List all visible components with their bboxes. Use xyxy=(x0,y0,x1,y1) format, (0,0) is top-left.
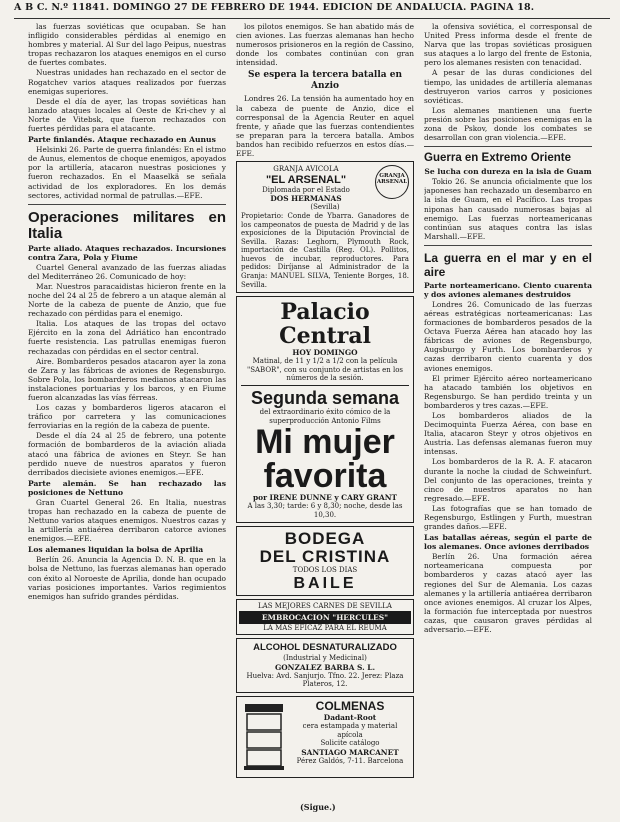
ad-bodega-name2: DEL CRISTINA xyxy=(259,547,391,567)
article-paragraph: Desde el día 24 al 25 de febrero, una potente formación de bombarderos de la aviación aliada atacó una fábrica de aviones en Steyr. Se han perdido nueve de nuestros aparatos y fueron derribados diecisiete aviones enemigos.—EFE. xyxy=(28,431,226,477)
article-paragraph: Las fotografías que se han tomado de Regensburgo, Estlingen y Furth, muestran grandes daños.—EFE. xyxy=(424,503,592,532)
beehive-icon xyxy=(241,702,287,772)
headline-italy: Operaciones militares en Italia xyxy=(28,208,226,242)
ad-bodega xyxy=(236,526,414,596)
article-paragraph: Tokio 26. Se anuncia oficialmente que los japoneses han rechazado un desembarco en la isla de Guam, en el Pacífico. Las tropas niponas han causado numerosas bajas al enemigo. Las fuerzas norteamericanas continúan sus ataques contra las islas Marshall.—EFE. xyxy=(424,177,592,241)
ad-alcohol-company: GONZALEZ BARBA S. L. xyxy=(274,662,376,672)
ad-colmenas-line2: Solicite catálogo xyxy=(320,739,380,748)
ad-hercules-name: EMBROCACION "HERCULES" xyxy=(239,611,411,624)
ad-colmenas xyxy=(236,696,414,778)
ad-alcohol-sub: (Industrial y Medicinal) xyxy=(283,654,367,663)
ad-hercules-top: LAS MEJORES CARNES DE SEVILLA xyxy=(258,602,392,610)
ad-alcohol-address: Huelva: Avd. Sanjurjo. Tfno. 22. Jerez: Plaza Plateros, 12. xyxy=(246,671,404,689)
ad-arsenal-line1: Diplomada por el Estado xyxy=(262,185,350,194)
article-paragraph: Nuestras unidades han rechazado en el sector de Rogatchev varios ataques realizados por fuerzas enemigas superiores. xyxy=(28,68,226,96)
column-2 xyxy=(236,22,414,812)
ad-palacio-name: Palacio Central xyxy=(279,299,371,350)
article-paragraph: las fuerzas soviéticas que ocupaban. Se han infligido considerables pérdidas al enemigo en hombres y material. Al Sur del lago Peipus, nuestras tropas rechazaron los ataques enemigos en el curso de fuertes combates. xyxy=(28,22,226,68)
subheading-nettuno: Parte alemán. Se han rechazado las posiciones de Nettuno xyxy=(28,478,226,497)
headline-pacific: Guerra en Extremo Oriente xyxy=(424,152,571,165)
article-paragraph: Desde el día de ayer, las tropas soviéticas han lanzado ataques locales al Oeste de Kri-chev y al Norte de Vitebsk, que fueron rechazados con fuertes pérdidas para el atacante. xyxy=(28,96,226,134)
ad-alcohol-name: ALCOHOL DESNATURALIZADO xyxy=(253,642,397,654)
column-3 xyxy=(424,22,592,812)
divider xyxy=(424,146,592,147)
article-paragraph: Helsinki 26. Parte de guerra finlandés: En el istmo de Aunus, elementos de choque enemigos, apoyados por la artillería, atacaron nuestras posiciones y fueron rechazados. En el Maaselkä se señala actividad de los exploradores. En los demás sectores, actividad normal de patrullas.—EFE. xyxy=(28,145,226,200)
ad-palacio-actors: por IRENE DUNNE y CARY GRANT xyxy=(252,493,398,503)
ad-alcohol xyxy=(236,638,414,693)
ad-colmenas-line1: cera estampada y material apícola xyxy=(302,721,398,739)
ad-el-arsenal xyxy=(236,161,414,293)
headline-sea-air: La guerra en el mar y en el aire xyxy=(424,250,592,279)
article-paragraph: Los cazas y bombarderos ligeros atacaron el tráfico por carretera y las comunicaciones ferroviarias en la región de la cabeza de puente. xyxy=(28,403,226,431)
ad-arsenal-body: Propietario: Conde de Ybarra. Ganadores de los campeonatos de puesta de Madrid y de las exposiciones de la Diputación Provincial de Sevilla. Razas: Leghorn, Plymouth Rock, importación de Castilla (Reg. OL). Pollitos, huevos de incubar, reproductores. Para pedidos: Diríjanse al Administrador de la Granja: MANUEL SILVA, Teniente Borges, 18. Sevilla. xyxy=(241,211,409,289)
ad-palacio-central xyxy=(236,296,414,523)
ad-palacio-times: A las 3,30; tarde: 6 y 8,30; noche, desde las 10,30. xyxy=(247,502,403,519)
subheading-finland: Parte finlandés. Ataque rechazado en Aunus xyxy=(28,135,216,145)
article-paragraph: Italia. Los ataques de las tropas del octavo Ejército en la zona del Adriático han encontrado fuerte resistencia. Las patrullas enemigas fueron rechazadas con pérdidas en el sector central. xyxy=(28,319,226,356)
article-paragraph: Mar. Nuestros paracaidistas hicieron frente en la noche del 24 al 25 de febrero a un ataque alemán al Norte de la cabeza de puente de Anzio, que fue rechazado con pérdidas para el enemigo. xyxy=(28,281,226,319)
subheading-german-air: Las batallas aéreas, según el parte de los alemanes. Once aviones derribados xyxy=(424,533,592,552)
ad-arsenal-town: DOS HERMANAS xyxy=(270,194,342,204)
article-paragraph: Londres 26. La tensión ha aumentado hoy en la cabeza de puente de Anzio, dice el corresponsal de la Agencia Reuter en aquel frente, y añade que las fuerzas contendientes se preparan para la tercera batalla. Ambos bandos han recibido refuerzos en estos días.—EFE. xyxy=(236,94,414,159)
article-paragraph: Gran Cuartel General 26. En Italia, nuestras tropas han rechazado en la cabeza de puente de Nettuno varios ataques enemigos. Nuestros cazas y la artillería antiaérea derribaron catorce aviones enemigos.—EFE. xyxy=(28,497,226,544)
headline-anzio: Se espera la tercera batalla en Anzio xyxy=(248,70,402,92)
divider xyxy=(424,245,592,246)
subheading-guam: Se lucha con dureza en la isla de Guam xyxy=(424,167,592,177)
ad-hercules xyxy=(236,599,414,635)
ad-palacio-segunda: Segunda semana xyxy=(250,388,400,409)
article-paragraph: El primer Ejército aéreo norteamericano ha atacado también los objetivos en Regensburgo. Se han perdido treinta y un bombarderos y tres cazas.—EFE. xyxy=(424,373,592,410)
page-header: A B C. N.º 11841. DOMINGO 27 DE FEBRERO DE 1944. EDICION DE ANDALUCIA. PAGINA 18. xyxy=(14,2,610,19)
ad-arsenal-name: "EL ARSENAL" xyxy=(265,173,347,186)
ad-divider xyxy=(241,385,409,386)
article-paragraph: Cuartel General avanzado de las fuerzas aliadas del Mediterráneo 26. Comunicado de hoy: xyxy=(28,262,226,281)
subheading-aprilia: Los alemanes liquidan la bolsa de Aprilia xyxy=(28,545,204,555)
article-paragraph: los pilotos enemigos. Se han abatido más de cien aviones. Las fuerzas alemanas han hecho numerosos prisioneros en la región de Cassino, donde los combates continúan con gran intensidad. xyxy=(236,22,414,68)
ad-palacio-sub: HOY DOMINGO xyxy=(292,348,358,358)
subheading-air: Parte norteamericano. Ciento cuarenta y dos aviones alemanes destruidos xyxy=(424,280,592,299)
page-footer: (Sigue.) xyxy=(300,802,336,812)
ad-arsenal-province: (Sevilla) xyxy=(310,203,340,212)
arsenal-seal: GRANJA ARSENAL xyxy=(375,165,409,199)
ad-colmenas-sub: Dadant-Root xyxy=(323,712,377,722)
article-paragraph: Aire. Bombarderos pesados atacaron ayer la zona de Zara y las fábricas de aviones de Regensburgo. Sobre Pola, los bombarderos medianos atacaron las instalaciones portuarias y los barcos, y en Fiume fueron alcanzadas las vías férreas. xyxy=(28,356,226,402)
ad-bodega-baile: BAILE xyxy=(293,575,357,592)
ad-hercules-bottom: LA MAS EFICAZ PARA EL REUMA xyxy=(263,623,387,632)
subheading-italy: Parte aliado. Ataques rechazados. Incursiones contra Zara, Pola y Fiume xyxy=(28,243,226,262)
ad-palacio-desc: del extraordinario éxito cómico de la superproducción Antonio Films xyxy=(259,408,391,425)
ad-arsenal-top: GRANJA AVICOLA xyxy=(273,165,339,174)
column-1 xyxy=(28,22,226,812)
ad-palacio-title: Mi mujer favorita xyxy=(255,423,395,496)
article-paragraph: Londres 26. Comunicado de las fuerzas aéreas estratégicas norteamericanas: Las formaciones de bombarderos pesados de la Octava Fuerza Aérea han atacado hoy las fábricas de aviones de Regensburgo, Augsburgo y Furth. Los bombarderos y cazas derribaron ciento cuarenta y dos aviones enemigos. xyxy=(424,299,592,373)
ad-bodega-name1: BODEGA xyxy=(284,529,366,549)
ad-bodega-sub: TODOS LOS DIAS xyxy=(292,566,358,575)
article-paragraph: Los bombarderos aliados de la Decimoquinta Fuerza Aérea, con base en Italia, atacaron Steyr y otros objetivos en Austria. Las defensas alemanas fueron muy intensas. xyxy=(424,411,592,457)
ad-colmenas-addr: Pérez Galdós, 7-11. Barcelona xyxy=(296,756,404,765)
article-paragraph: Berlín 26. Una formación aérea norteamericana compuesta por bombarderos y cazas atacó ayer las regiones del Sur de Alemania. Los cazas alemanes y la artillería antiaérea derribaron once aviones enemigos. Al cruzar los Alpes, la formación fue interceptada por nuestros cazas, que causaron graves pérdidas al adversario.—EFE. xyxy=(424,552,592,634)
ad-colmenas-name: COLMENAS xyxy=(315,698,385,713)
article-paragraph: Los bombarderos de la R. A. F. atacaron durante la noche la ciudad de Schweinfurt. Del conjunto de las operaciones, treinta y cinco de nuestros aparatos no han regresado.—EFE. xyxy=(424,457,592,503)
ad-colmenas-seller: SANTIAGO MARCANET xyxy=(301,747,399,757)
article-paragraph: la ofensiva soviética, el corresponsal de United Press informa desde el frente de Narva que las tropas soviéticas prosiguen sus ataques a lo largo del frente de Estonia, pero los alemanes resisten con tenacidad. xyxy=(424,22,592,68)
article-paragraph: Berlín 26. Anuncia la Agencia D. N. B. que en la bolsa de Nettuno, las fuerzas alemanas han operado con éxito al Noroeste de Aprilia, donde han ocupado varias posiciones importantes. Varios regimientos enemigos han sufrido grandes pérdidas. xyxy=(28,555,226,601)
ad-palacio-line: Matinal, de 11 y 1/2 a 1/2 con la película "SABOR", con su conjunto de artistas en los números de la sesión. xyxy=(246,357,404,383)
article-paragraph: Los alemanes mantienen una fuerte presión sobre las posiciones enemigas en la zona de Pskov, donde los combates se desarrollan con gran violencia.—EFE. xyxy=(424,105,592,143)
article-paragraph: A pesar de las duras condiciones del tiempo, las unidades de artillería alemanas destruyeron varios carros y posiciones soviéticas. xyxy=(424,68,592,105)
divider xyxy=(28,204,226,205)
